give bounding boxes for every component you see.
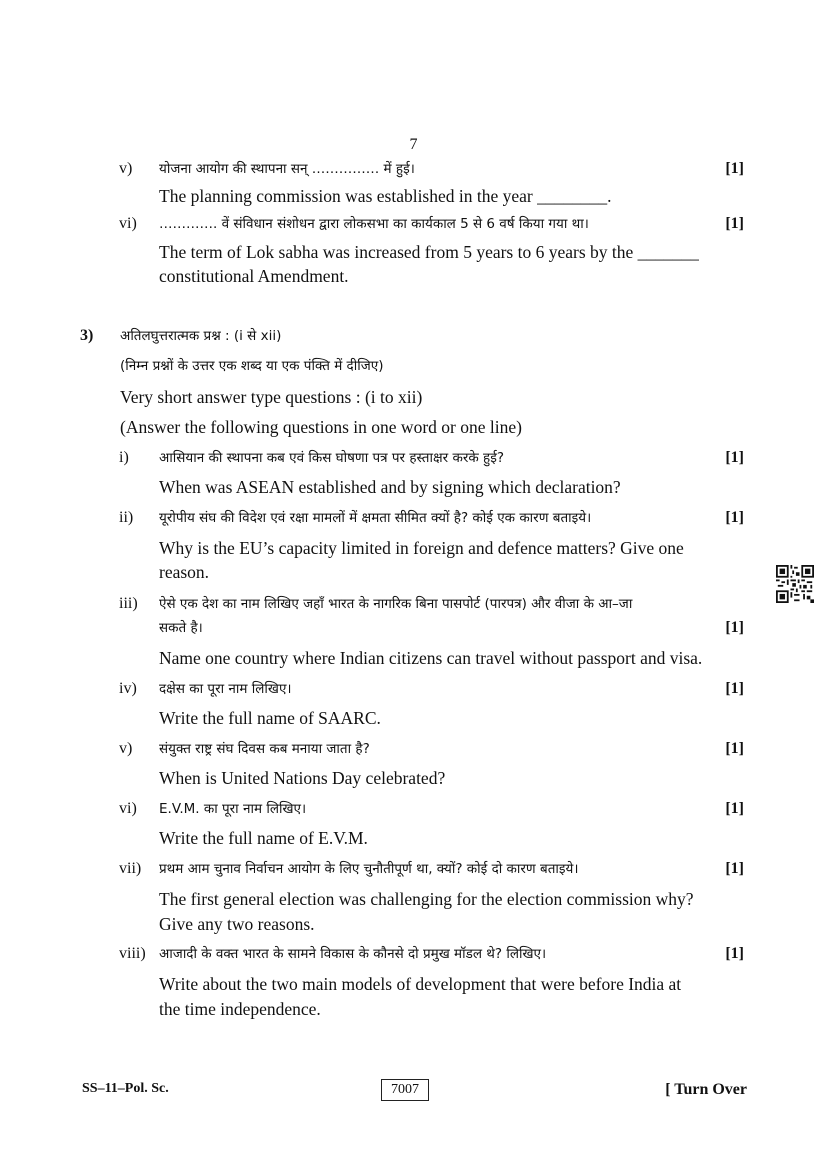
footer-paper-code: 7007 <box>381 1079 429 1101</box>
item-english: When is United Nations Day celebrated? <box>159 768 446 788</box>
q2-item-vi-english-1 <box>0 240 827 264</box>
item-mark: [1] <box>725 215 744 232</box>
item-mark: [1] <box>725 945 744 962</box>
footer-subject-code: SS–11–Pol. Sc. <box>82 1081 169 1096</box>
section-instruction-english: (Answer the following questions in one word or one line) <box>120 417 522 437</box>
q3-instruction-hindi-row <box>0 354 827 378</box>
question-number: 3) <box>80 327 94 344</box>
item-hindi: …………. वें संविधान संशोधन द्वारा लोकसभा का कार्यकाल 5 से 6 वर्ष किया गया था। <box>159 216 589 232</box>
item-mark: [1] <box>725 449 744 466</box>
item-number: vi) <box>119 800 137 817</box>
item-number: iv) <box>119 680 137 697</box>
q3-item-v-english <box>0 766 827 790</box>
item-english: Give any two reasons. <box>159 914 315 934</box>
q2-item-vi-english-2 <box>0 264 827 288</box>
item-mark: [1] <box>725 160 744 177</box>
item-english: When was ASEAN established and by signing which declaration? <box>159 477 621 497</box>
q2-item-v-english <box>0 184 827 208</box>
q3-item-vii-english-2 <box>0 912 827 936</box>
q3-item-iii-english <box>0 646 827 670</box>
q2-item-v <box>0 157 827 181</box>
q3-item-vii <box>0 857 827 881</box>
item-hindi: आजादी के वक्त भारत के सामने विकास के कौनसे दो प्रमुख मॉडल थे? लिखिए। <box>159 946 547 962</box>
q3-item-viii-english-2 <box>0 997 827 1021</box>
item-english: The term of Lok sabha was increased from 5 years to 6 years by the _______ <box>159 242 699 262</box>
qr-code-icon <box>776 565 814 603</box>
item-number: v) <box>119 160 133 177</box>
item-english: Name one country where Indian citizens can travel without passport and visa. <box>159 648 703 668</box>
item-hindi: आसियान की स्थापना कब एवं किस घोषणा पत्र पर हस्ताक्षर करके हुई? <box>159 450 504 466</box>
page-number: 7 <box>409 136 418 153</box>
item-english: constitutional Amendment. <box>159 266 349 286</box>
section-instruction-hindi: (निम्न प्रश्नों के उत्तर एक शब्द या एक पंक्ति में दीजिए) <box>120 358 384 374</box>
q3-instruction-english-row <box>0 415 827 439</box>
q3-item-ii-english-2 <box>0 560 827 584</box>
item-hindi: ऐसे एक देश का नाम लिखिए जहाँ भारत के नागरिक बिना पासपोर्ट (पारपत्र) और वीजा के आ–जा <box>159 596 633 612</box>
q3-item-vii-english-1 <box>0 887 827 911</box>
item-english: Why is the EU’s capacity limited in foreign and defence matters? Give one <box>159 538 684 558</box>
q3-item-vi-english <box>0 826 827 850</box>
item-hindi: प्रथम आम चुनाव निर्वाचन आयोग के लिए चुनौतीपूर्ण था, क्यों? कोई दो कारण बताइये। <box>159 861 579 877</box>
section-heading-hindi: अतिलघुत्तरात्मक प्रश्न : (i से xii) <box>120 328 282 344</box>
item-number: vii) <box>119 860 142 877</box>
q3-item-viii <box>0 942 827 966</box>
item-english: The first general election was challenging for the election commission why? <box>159 889 694 909</box>
q3-item-i <box>0 446 827 470</box>
item-number: viii) <box>119 945 146 962</box>
item-mark: [1] <box>725 800 744 817</box>
item-english: reason. <box>159 562 210 582</box>
item-mark: [1] <box>725 509 744 526</box>
item-english: Write the full name of E.V.M. <box>159 828 368 848</box>
q3-item-ii-english-1 <box>0 536 827 560</box>
q3-heading-english-row <box>0 385 827 409</box>
item-hindi: E.V.M. का पूरा नाम लिखिए। <box>159 801 307 817</box>
item-number: v) <box>119 740 133 757</box>
item-hindi: यूरोपीय संघ की विदेश एवं रक्षा मामलों में क्षमता सीमित क्यों है? कोई एक कारण बताइये। <box>159 510 592 526</box>
q3-item-vi <box>0 797 827 821</box>
q3-heading-hindi <box>0 324 827 348</box>
q3-item-iii <box>0 592 827 616</box>
section-heading-english: Very short answer type questions : (i to xii) <box>120 387 423 407</box>
item-english: Write about the two main models of development that were before India at <box>159 974 682 994</box>
q3-item-viii-english-1 <box>0 972 827 996</box>
item-hindi: योजना आयोग की स्थापना सन् …………… में हुई। <box>159 161 415 177</box>
q3-item-i-english <box>0 475 827 499</box>
q3-item-iv-english <box>0 706 827 730</box>
item-mark: [1] <box>725 680 744 697</box>
q3-item-ii <box>0 506 827 530</box>
item-hindi: सकते है। <box>159 620 203 636</box>
item-hindi: दक्षेस का पूरा नाम लिखिए। <box>159 681 292 697</box>
item-mark: [1] <box>725 619 744 636</box>
item-number: ii) <box>119 509 134 526</box>
item-number: i) <box>119 449 129 466</box>
q3-item-iv <box>0 677 827 701</box>
item-mark: [1] <box>725 740 744 757</box>
q2-item-vi <box>0 212 827 236</box>
item-number: iii) <box>119 595 138 612</box>
item-english: Write the full name of SAARC. <box>159 708 381 728</box>
item-hindi: संयुक्त राष्ट्र संघ दिवस कब मनाया जाता है? <box>159 741 370 757</box>
footer-turn-over: [ Turn Over <box>665 1081 747 1098</box>
item-number: vi) <box>119 215 137 232</box>
item-english: The planning commission was established in the year ________. <box>159 186 612 206</box>
q3-item-v <box>0 737 827 761</box>
q3-item-iii-cont <box>0 616 827 640</box>
item-mark: [1] <box>725 860 744 877</box>
item-english: the time independence. <box>159 999 321 1019</box>
